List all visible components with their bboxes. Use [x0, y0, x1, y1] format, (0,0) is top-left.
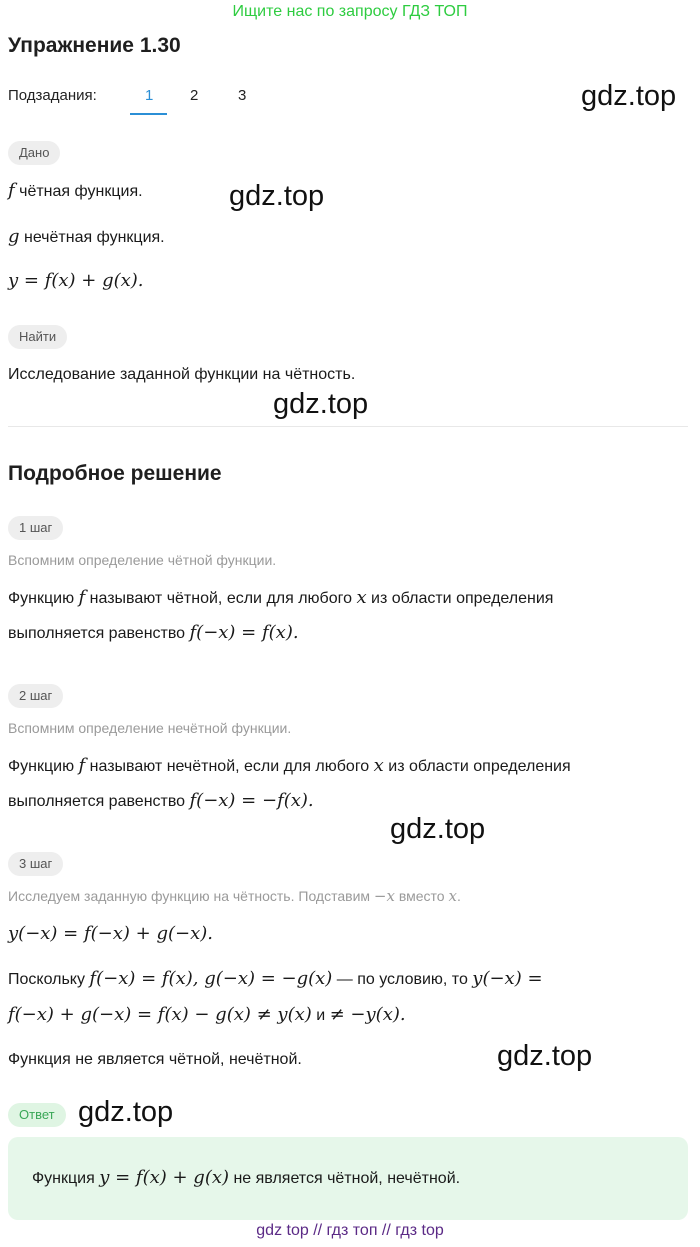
var-f: f: [78, 755, 86, 776]
watermark: gdz.top: [390, 813, 486, 845]
given-line-2: [8, 226, 165, 247]
step-2-hint: Вспомним определение нечётной функции.: [8, 720, 292, 736]
text: из области определения: [383, 758, 571, 775]
formula: f(−x) + g(−x) = f(x) − g(x) ≠ y(x): [8, 1004, 312, 1025]
text: .: [456, 888, 461, 904]
text: Функцию: [8, 590, 79, 607]
step-1-chip: 1 шаг: [8, 516, 63, 540]
text: Поскольку: [8, 971, 90, 988]
step-1-hint: Вспомним определение чётной функции.: [8, 552, 277, 568]
formula: y = f(x) + g(x): [99, 1167, 230, 1188]
text: из области определения: [366, 590, 554, 607]
text: не является чётной, нечётной.: [229, 1170, 461, 1187]
subtask-tab-1[interactable]: 1: [145, 87, 154, 104]
step-2-line-2: [8, 790, 314, 811]
text: выполняется равенство: [8, 625, 190, 642]
step-3-hint: [8, 887, 461, 905]
step-2-chip: 2 шаг: [8, 684, 63, 708]
step-2-line-1: [8, 755, 571, 776]
formula: y(−x) =: [472, 968, 543, 989]
given-var-f: f: [8, 180, 15, 201]
subtasks-label: Подзадания:: [8, 87, 97, 104]
var-x: x: [448, 887, 457, 905]
text: и: [311, 1007, 330, 1024]
watermark: gdz.top: [273, 388, 369, 420]
formula: ≠ −y(x).: [329, 1004, 406, 1025]
given-text-2: нечётная функция.: [19, 229, 165, 246]
watermark: gdz.top: [581, 80, 677, 112]
given-var-g: g: [8, 226, 20, 247]
step-3-para-line-2: [8, 1004, 406, 1025]
search-banner: Ищите нас по запросу ГДЗ ТОП: [232, 3, 468, 20]
step-3-para-line-1: [8, 968, 543, 989]
footer-links: gdz top // гдз топ // гдз top: [256, 1222, 444, 1239]
text: выполняется равенство: [8, 793, 190, 810]
solution-title: Подробное решение: [8, 462, 222, 485]
text: называют нечётной, если для любого: [85, 758, 374, 775]
watermark: gdz.top: [497, 1040, 593, 1072]
text: вместо: [394, 888, 449, 904]
step-3-conclusion: Функция не является чётной, нечётной.: [8, 1051, 302, 1068]
formula: −x: [373, 887, 395, 905]
find-text: Исследование заданной функции на чётность.: [8, 366, 356, 383]
step-3-equation: y(−x) = f(−x) + g(−x).: [8, 923, 213, 944]
active-tab-indicator: [130, 113, 167, 115]
step-1-line-1: [8, 587, 553, 608]
answer-chip: Ответ: [8, 1103, 66, 1127]
text: Функция: [32, 1170, 100, 1187]
formula: f(−x) = −f(x).: [189, 790, 314, 811]
var-x: x: [373, 755, 384, 776]
text: называют чётной, если для любого: [85, 590, 357, 607]
page-title: Упражнение 1.30: [8, 34, 181, 57]
formula: f(−x) = f(x), g(−x) = −g(x): [89, 968, 333, 989]
subtask-tab-2[interactable]: 2: [190, 87, 199, 104]
watermark: gdz.top: [229, 180, 325, 212]
watermark: gdz.top: [78, 1096, 174, 1128]
subtask-tab-3[interactable]: 3: [238, 87, 247, 104]
text: Исследуем заданную функцию на чётность. Подставим: [8, 888, 374, 904]
answer-text: [32, 1167, 460, 1188]
text: — по условию, то: [332, 971, 473, 988]
text: Функцию: [8, 758, 79, 775]
given-chip: Дано: [8, 141, 60, 165]
find-chip: Найти: [8, 325, 67, 349]
section-divider: [8, 426, 688, 427]
formula: f(−x) = f(x).: [189, 622, 299, 643]
var-x: x: [356, 587, 367, 608]
step-1-line-2: [8, 622, 299, 643]
given-text-1: чётная функция.: [14, 183, 143, 200]
given-formula: y = f(x) + g(x).: [8, 270, 144, 291]
var-f: f: [78, 587, 86, 608]
step-3-chip: 3 шаг: [8, 852, 63, 876]
given-line-1: [8, 180, 143, 201]
